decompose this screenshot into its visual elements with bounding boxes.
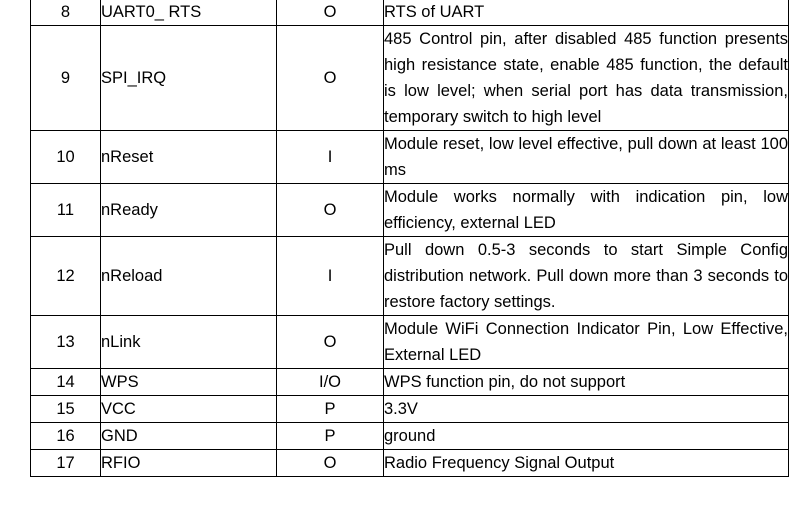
pin-description: Pull down 0.5-3 seconds to start Simple Config distribution network. Pull down more than 3 seconds to restore factory settings. [384,237,789,316]
pin-direction: I/O [277,369,384,396]
table-row [31,316,789,369]
table-row [31,184,789,237]
pin-number: 8 [31,0,101,26]
pin-description: RTS of UART [384,0,789,26]
pin-number: 14 [31,369,101,396]
table-row [31,26,789,131]
table-row [31,450,789,477]
pin-name: nReady [101,184,277,237]
table-row [31,131,789,184]
pin-direction: P [277,396,384,423]
pin-name: nLink [101,316,277,369]
pin-table [30,0,789,477]
pin-number: 15 [31,396,101,423]
pin-description: WPS function pin, do not support [384,369,789,396]
pin-direction: O [277,184,384,237]
pin-name: SPI_IRQ [101,26,277,131]
pin-direction: O [277,0,384,26]
pin-description: Module works normally with indication pin, low efficiency, external LED [384,184,789,237]
pin-direction: I [277,131,384,184]
pin-number: 9 [31,26,101,131]
pin-direction: O [277,26,384,131]
pin-name: nReset [101,131,277,184]
pin-number: 11 [31,184,101,237]
table-row [31,237,789,316]
pin-description: 3.3V [384,396,789,423]
pin-direction: I [277,237,384,316]
pin-name: GND [101,423,277,450]
pin-name: VCC [101,396,277,423]
pin-number: 10 [31,131,101,184]
pin-name: WPS [101,369,277,396]
table-row [31,396,789,423]
table-row [31,369,789,396]
pin-description: Radio Frequency Signal Output [384,450,789,477]
pin-description: 485 Control pin, after disabled 485 function presents high resistance state, enable 485 function, the default is low level; when serial port has data transmission, temporary switch to high level [384,26,789,131]
pin-name: nReload [101,237,277,316]
pin-description: Module reset, low level effective, pull down at least 100 ms [384,131,789,184]
pin-direction: O [277,450,384,477]
pin-direction: P [277,423,384,450]
table-row [31,0,789,26]
pin-description: ground [384,423,789,450]
pin-description: Module WiFi Connection Indicator Pin, Low Effective, External LED [384,316,789,369]
pin-direction: O [277,316,384,369]
pin-number: 13 [31,316,101,369]
pin-number: 17 [31,450,101,477]
pin-name: RFIO [101,450,277,477]
pin-number: 16 [31,423,101,450]
table-row [31,423,789,450]
pin-name: UART0_ RTS [101,0,277,26]
pin-number: 12 [31,237,101,316]
